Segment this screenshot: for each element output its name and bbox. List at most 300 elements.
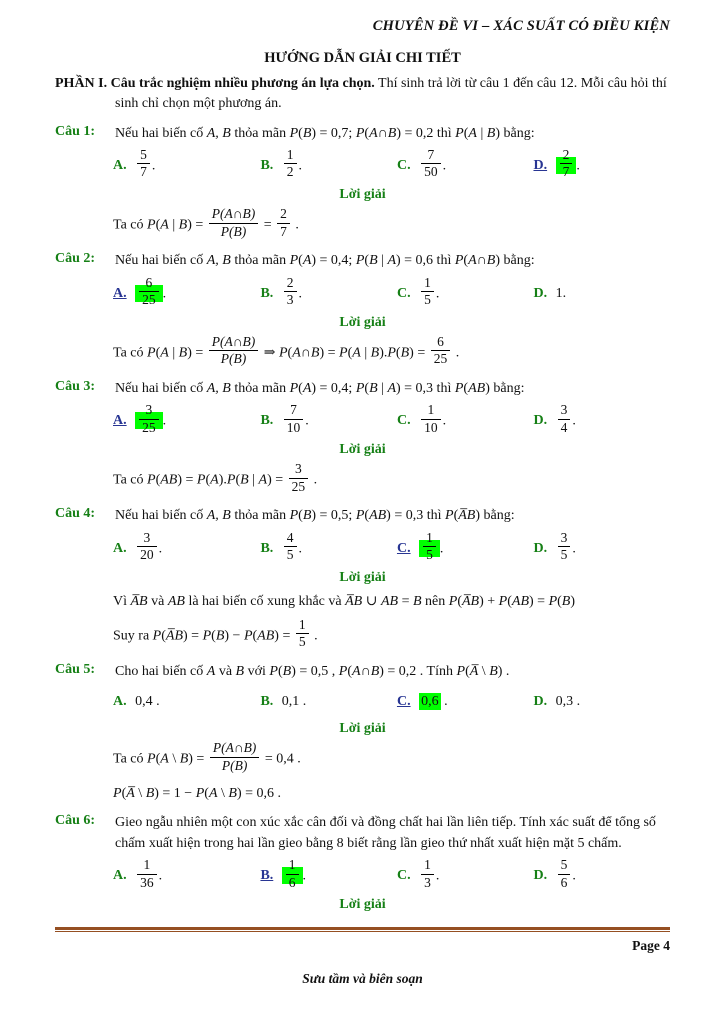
fraction-numerator: 7 [421, 148, 441, 165]
questions [55, 124, 670, 914]
fraction-denominator: P(B) [221, 757, 248, 773]
option-value [135, 694, 153, 709]
plain-text: Ta có [113, 217, 148, 233]
plain-text: \ [168, 751, 180, 767]
fraction [558, 403, 571, 435]
options-row [113, 404, 670, 438]
option-letter: B. [260, 285, 274, 301]
option-letter: B. [260, 868, 274, 884]
math-text: A [369, 125, 378, 141]
footer-rule-thin [55, 931, 670, 932]
plain-text: ∩ [476, 253, 487, 269]
plain-text: ⇒ [260, 344, 279, 360]
plain-text: ) = [188, 751, 208, 767]
math-text: P [147, 217, 156, 233]
solution-line [113, 591, 670, 612]
math-text: A̅B [461, 593, 480, 609]
plain-text: ) + [479, 593, 499, 609]
math-text: B [302, 508, 312, 524]
correct-answer-highlight [135, 274, 163, 308]
option-suffix: . [572, 413, 576, 429]
fraction-denominator: 6 [560, 874, 568, 890]
option-c [397, 404, 534, 438]
option-letter: D. [533, 541, 548, 557]
question-row [55, 813, 670, 854]
option-c [397, 694, 534, 710]
fraction-denominator: 20 [140, 547, 154, 563]
math-text: P [387, 344, 396, 360]
plain-text: ( [557, 593, 562, 609]
correct-answer-highlight [556, 146, 577, 180]
math-text: A, B [206, 253, 231, 269]
plain-text: ) − [224, 628, 244, 644]
math-text: A, B [206, 508, 231, 524]
plain-text: ) [570, 593, 576, 609]
plain-text: ( [507, 593, 512, 609]
option-suffix: . [162, 285, 167, 301]
math-text: P [278, 344, 288, 360]
question-block-4 [55, 506, 670, 653]
math-text: P [355, 380, 365, 396]
option-letter: D. [533, 868, 548, 884]
question-block-1 [55, 124, 670, 243]
plain-text: 0,3 [555, 694, 574, 710]
plain-text: . [310, 628, 318, 644]
option-letter: A. [113, 158, 127, 174]
fraction [558, 858, 571, 890]
plain-text: Nếu hai biến cố [115, 380, 207, 396]
plain-text: . [291, 217, 299, 233]
solution-line [113, 463, 670, 497]
fraction-denominator: 25 [142, 292, 156, 308]
fraction-numerator: 1 [421, 858, 434, 875]
fraction-numerator: 1 [284, 148, 297, 165]
option-letter: C. [396, 868, 411, 884]
plain-text: là hai biến cố xung khắc và [184, 593, 346, 609]
fraction [286, 858, 299, 890]
option-letter: C. [396, 694, 411, 710]
fraction-denominator: 7 [140, 164, 147, 180]
math-text: B [235, 664, 245, 680]
math-text: B [370, 664, 380, 680]
option-suffix: . [162, 413, 167, 429]
option-value [135, 529, 159, 563]
plain-text: ) bằng: [485, 380, 525, 396]
solution-line [113, 333, 670, 370]
solution-label: Lời giải [339, 721, 386, 737]
plain-text: ) = 0,5; [311, 508, 356, 524]
plain-text: ( [298, 380, 303, 396]
question-block-3 [55, 379, 670, 498]
option-suffix: . [442, 413, 447, 429]
option-b [260, 146, 397, 183]
footer-rule [55, 927, 670, 932]
question-text [115, 813, 670, 854]
plain-text: ( [121, 786, 127, 802]
option-c [396, 274, 534, 311]
option-value [419, 146, 443, 180]
plain-text: ( [161, 628, 166, 644]
option-value [556, 529, 573, 563]
fraction-denominator: 5 [426, 547, 433, 563]
plain-text: Ta có [113, 472, 148, 488]
math-text: A [160, 217, 169, 233]
correct-answer-highlight [282, 857, 303, 890]
plain-text: ) = [177, 472, 197, 488]
math-text: A [160, 751, 169, 767]
plain-text: Vì [113, 593, 131, 609]
option-suffix: . [435, 868, 440, 884]
plain-text: Suy ra [113, 628, 153, 644]
option-letter: B. [260, 413, 274, 429]
math-text: P [355, 253, 365, 269]
math-text: B [370, 344, 380, 360]
fraction [209, 335, 258, 367]
fraction-denominator: P(B) [220, 223, 247, 239]
plain-text: ) = 0,7; [311, 125, 356, 141]
option-suffix: . [305, 413, 309, 429]
math-text: B [179, 751, 189, 767]
math-text: AB [167, 593, 185, 609]
plain-text: ( [155, 472, 161, 488]
fraction-numerator: 2 [277, 207, 290, 224]
fraction [558, 531, 571, 563]
plain-text: thỏa mãn [230, 125, 290, 141]
plain-text: Ta có [113, 344, 148, 360]
options-row [113, 146, 670, 183]
plain-text: nên [421, 593, 449, 609]
plain-text: \ [134, 786, 146, 802]
part-heading-bold: PHẦN I. Câu trắc nghiệm nhiều phương án lựa chọn. [55, 76, 375, 91]
plain-text: = 0,4 . [261, 751, 301, 767]
plain-text: ) bằng: [495, 253, 535, 269]
options-row [113, 274, 670, 311]
math-text: P [195, 786, 205, 802]
fraction [560, 148, 573, 180]
plain-text: Nếu hai biến cố [115, 125, 207, 141]
fraction-numerator: 6 [431, 335, 451, 352]
math-text: B [282, 664, 292, 680]
math-text: B [486, 125, 496, 141]
math-text: A̅ [126, 786, 135, 802]
option-a [113, 146, 260, 183]
option-suffix: . [299, 694, 307, 710]
option-c [396, 146, 534, 183]
math-text: A [468, 253, 477, 269]
plain-text: ) bằng: [495, 125, 535, 141]
plain-text: | [248, 472, 259, 488]
fraction-numerator: 1 [286, 858, 299, 875]
math-text: A̅B [458, 508, 476, 524]
plain-text: 0,4 [135, 694, 153, 710]
fraction-denominator: 3 [424, 874, 431, 890]
option-d [533, 286, 670, 302]
option-c [396, 529, 534, 566]
question-row [55, 124, 670, 144]
fraction [139, 276, 159, 308]
option-letter: B. [260, 694, 274, 710]
fraction-numerator: 3 [289, 462, 309, 479]
option-value [282, 694, 300, 709]
plain-text: ) = [274, 628, 294, 644]
math-text: P [289, 125, 299, 141]
option-value [282, 529, 299, 563]
option-d [533, 529, 670, 566]
fraction-denominator: 5 [424, 292, 431, 308]
math-text: B [228, 786, 237, 802]
math-text: P [196, 472, 206, 488]
math-text: B [412, 593, 422, 609]
plain-text: = [398, 593, 413, 609]
option-suffix: . [158, 541, 163, 557]
solution-label: Lời giải [339, 187, 386, 203]
footer-rule-thick [55, 927, 670, 930]
fraction-numerator: 5 [137, 148, 150, 165]
question-row [55, 506, 670, 526]
fraction-numerator: 6 [139, 276, 159, 293]
option-value [556, 286, 563, 301]
math-text: P [355, 125, 365, 141]
option-letter: B. [260, 541, 274, 557]
option-suffix: . [440, 694, 448, 710]
option-value [419, 857, 436, 890]
fraction-denominator: 50 [424, 164, 438, 180]
fraction-numerator: P(A∩B) [210, 741, 259, 758]
question-row [55, 251, 670, 271]
correct-answer-highlight [419, 693, 441, 710]
question-text [115, 251, 670, 271]
math-text: P [456, 664, 466, 680]
option-suffix: . [439, 541, 444, 557]
option-d [533, 146, 670, 183]
fraction-denominator: 36 [140, 874, 154, 890]
plain-text: ) = [319, 344, 340, 360]
math-text: B [369, 380, 378, 396]
question-text [115, 124, 670, 144]
math-text: B [369, 253, 378, 269]
option-letter: A. [113, 285, 127, 301]
plain-text: | [360, 344, 371, 360]
math-text: P [339, 344, 348, 360]
option-d [533, 694, 670, 710]
options-row [113, 529, 670, 566]
fraction [284, 148, 297, 180]
plain-text: | [168, 344, 179, 360]
option-letter: A. [113, 694, 127, 710]
plain-text: 0,6 [421, 694, 439, 710]
plain-text: và [147, 593, 168, 609]
plain-text: ( [364, 253, 370, 269]
fraction [277, 207, 290, 239]
option-a [113, 529, 260, 566]
math-text: B [561, 593, 571, 609]
part-heading [55, 74, 670, 115]
math-text: P [355, 508, 365, 524]
math-text: P [548, 593, 558, 609]
question-label: Câu 1: [55, 123, 96, 139]
options-row [113, 687, 670, 717]
math-text: P [152, 628, 162, 644]
math-text: P [454, 253, 464, 269]
plain-text: ( [364, 125, 370, 141]
fraction [296, 618, 309, 650]
option-suffix: . [298, 541, 303, 557]
fraction-denominator: 2 [286, 164, 294, 180]
math-text: P [498, 593, 508, 609]
part-heading-rest: Thí sinh trả lời từ câu 1 đến câu 12. Mỗi câu hỏi thí sinh chỉ chọn một phương án. [115, 76, 667, 112]
math-text: P [448, 593, 458, 609]
plain-text: ( [298, 253, 303, 269]
plain-text: Nếu hai biến cố [115, 253, 207, 269]
math-text: P [147, 344, 156, 360]
question-label: Câu 5: [55, 662, 96, 678]
plain-text: ) = [183, 628, 203, 644]
fraction [139, 403, 159, 435]
solution-line [113, 616, 670, 653]
math-text: P [454, 380, 464, 396]
option-suffix: . [562, 285, 567, 301]
plain-text: ( [155, 344, 161, 360]
fraction-numerator: 1 [137, 858, 157, 875]
math-text: P [243, 628, 253, 644]
plain-text: ) = 0,5 , [291, 664, 339, 680]
fraction-numerator: 3 [137, 531, 157, 548]
fraction [421, 148, 441, 180]
math-text: A̅B [130, 593, 148, 609]
option-a [113, 404, 260, 438]
fraction-numerator: 7 [284, 403, 304, 420]
option-d [533, 404, 670, 438]
math-text: A [258, 472, 268, 488]
fraction-denominator: 10 [424, 419, 438, 435]
options-row [113, 859, 670, 893]
option-letter: D. [533, 285, 548, 301]
math-text: P [445, 508, 454, 524]
fraction-denominator: P(B) [220, 351, 247, 367]
fraction [210, 741, 259, 773]
plain-text: ∩ [377, 125, 388, 141]
option-letter: B. [260, 158, 274, 174]
plain-text: ( [211, 628, 216, 644]
plain-text: 0,1 [281, 694, 300, 710]
option-b [260, 404, 397, 438]
fraction-denominator: 10 [286, 419, 301, 435]
plain-text: ( [395, 344, 401, 360]
plain-text: ( [252, 628, 258, 644]
option-value [556, 402, 573, 435]
plain-text: ) = [187, 344, 207, 360]
option-letter: A. [113, 868, 127, 884]
plain-text: Cho hai biến cố [115, 664, 207, 680]
option-b [260, 859, 397, 893]
fraction-numerator: 2 [284, 276, 297, 293]
option-letter: C. [396, 158, 411, 174]
math-text: A̅B [345, 593, 363, 609]
fraction [431, 335, 451, 367]
question-text [115, 379, 670, 399]
math-text: B [387, 125, 397, 141]
math-text: AB [468, 380, 486, 396]
question-block-6 [55, 813, 670, 913]
fraction [289, 462, 309, 494]
math-text: A, B [206, 125, 231, 141]
plain-text: ) bằng: [475, 508, 515, 524]
math-text: A [292, 344, 301, 360]
plain-text: | [377, 380, 388, 396]
plain-text: ). [218, 472, 227, 488]
plain-text: ( [364, 380, 370, 396]
math-text: A [208, 786, 218, 802]
fraction-numerator: 3 [558, 403, 571, 420]
fraction-numerator: 5 [558, 858, 571, 875]
math-text: A [302, 253, 312, 269]
solution-line [113, 742, 670, 776]
math-text: AB [511, 593, 529, 609]
fraction [284, 531, 297, 563]
solution-label: Lời giải [339, 897, 386, 913]
math-text: B [302, 125, 312, 141]
question-label: Câu 6: [55, 813, 96, 829]
math-text: A̅ [469, 664, 479, 680]
solution-label: Lời giải [339, 314, 386, 330]
math-text: B [178, 217, 188, 233]
fraction [209, 207, 258, 239]
option-letter: A. [113, 413, 127, 429]
math-text: B [400, 344, 410, 360]
option-b [260, 529, 397, 566]
question-label: Câu 4: [55, 506, 96, 522]
option-letter: C. [396, 413, 411, 429]
fraction-denominator: 5 [560, 547, 568, 563]
fraction-numerator: 3 [139, 403, 159, 420]
plain-text: ( [465, 664, 470, 680]
plain-text: ( [463, 253, 469, 269]
option-letter: C. [396, 285, 411, 301]
math-text: P [147, 472, 156, 488]
fraction [137, 148, 150, 180]
option-value [282, 274, 299, 308]
plain-text: 1 [555, 285, 563, 301]
math-text: A [352, 344, 361, 360]
plain-text: Ta có [113, 751, 148, 767]
page-number: Page 4 [632, 938, 670, 954]
plain-text: \ [217, 786, 229, 802]
plain-text: thỏa mãn [230, 253, 290, 269]
plain-text: ) . [497, 664, 510, 680]
fraction-denominator: 7 [562, 164, 570, 180]
math-text: P [338, 664, 348, 680]
math-text: AB [369, 508, 387, 524]
fraction-numerator: 1 [421, 403, 441, 420]
fraction-denominator: 5 [286, 547, 294, 563]
plain-text: ∪ [362, 593, 381, 609]
fraction-denominator: 6 [288, 874, 296, 890]
fraction-numerator: 4 [284, 531, 297, 548]
option-suffix: . [573, 694, 581, 710]
math-text: P [455, 125, 464, 141]
option-d [533, 859, 670, 893]
correct-answer-highlight [419, 529, 440, 563]
option-value [282, 146, 299, 180]
math-text: A̅B [165, 628, 184, 644]
plain-text: ( [287, 344, 293, 360]
math-text: A [387, 253, 396, 269]
question-block-5 [55, 662, 670, 804]
math-text: A [206, 664, 216, 680]
question-text [115, 506, 670, 526]
plain-text: ) = 0,6 . [236, 786, 282, 802]
fraction-numerator: 3 [558, 531, 571, 548]
